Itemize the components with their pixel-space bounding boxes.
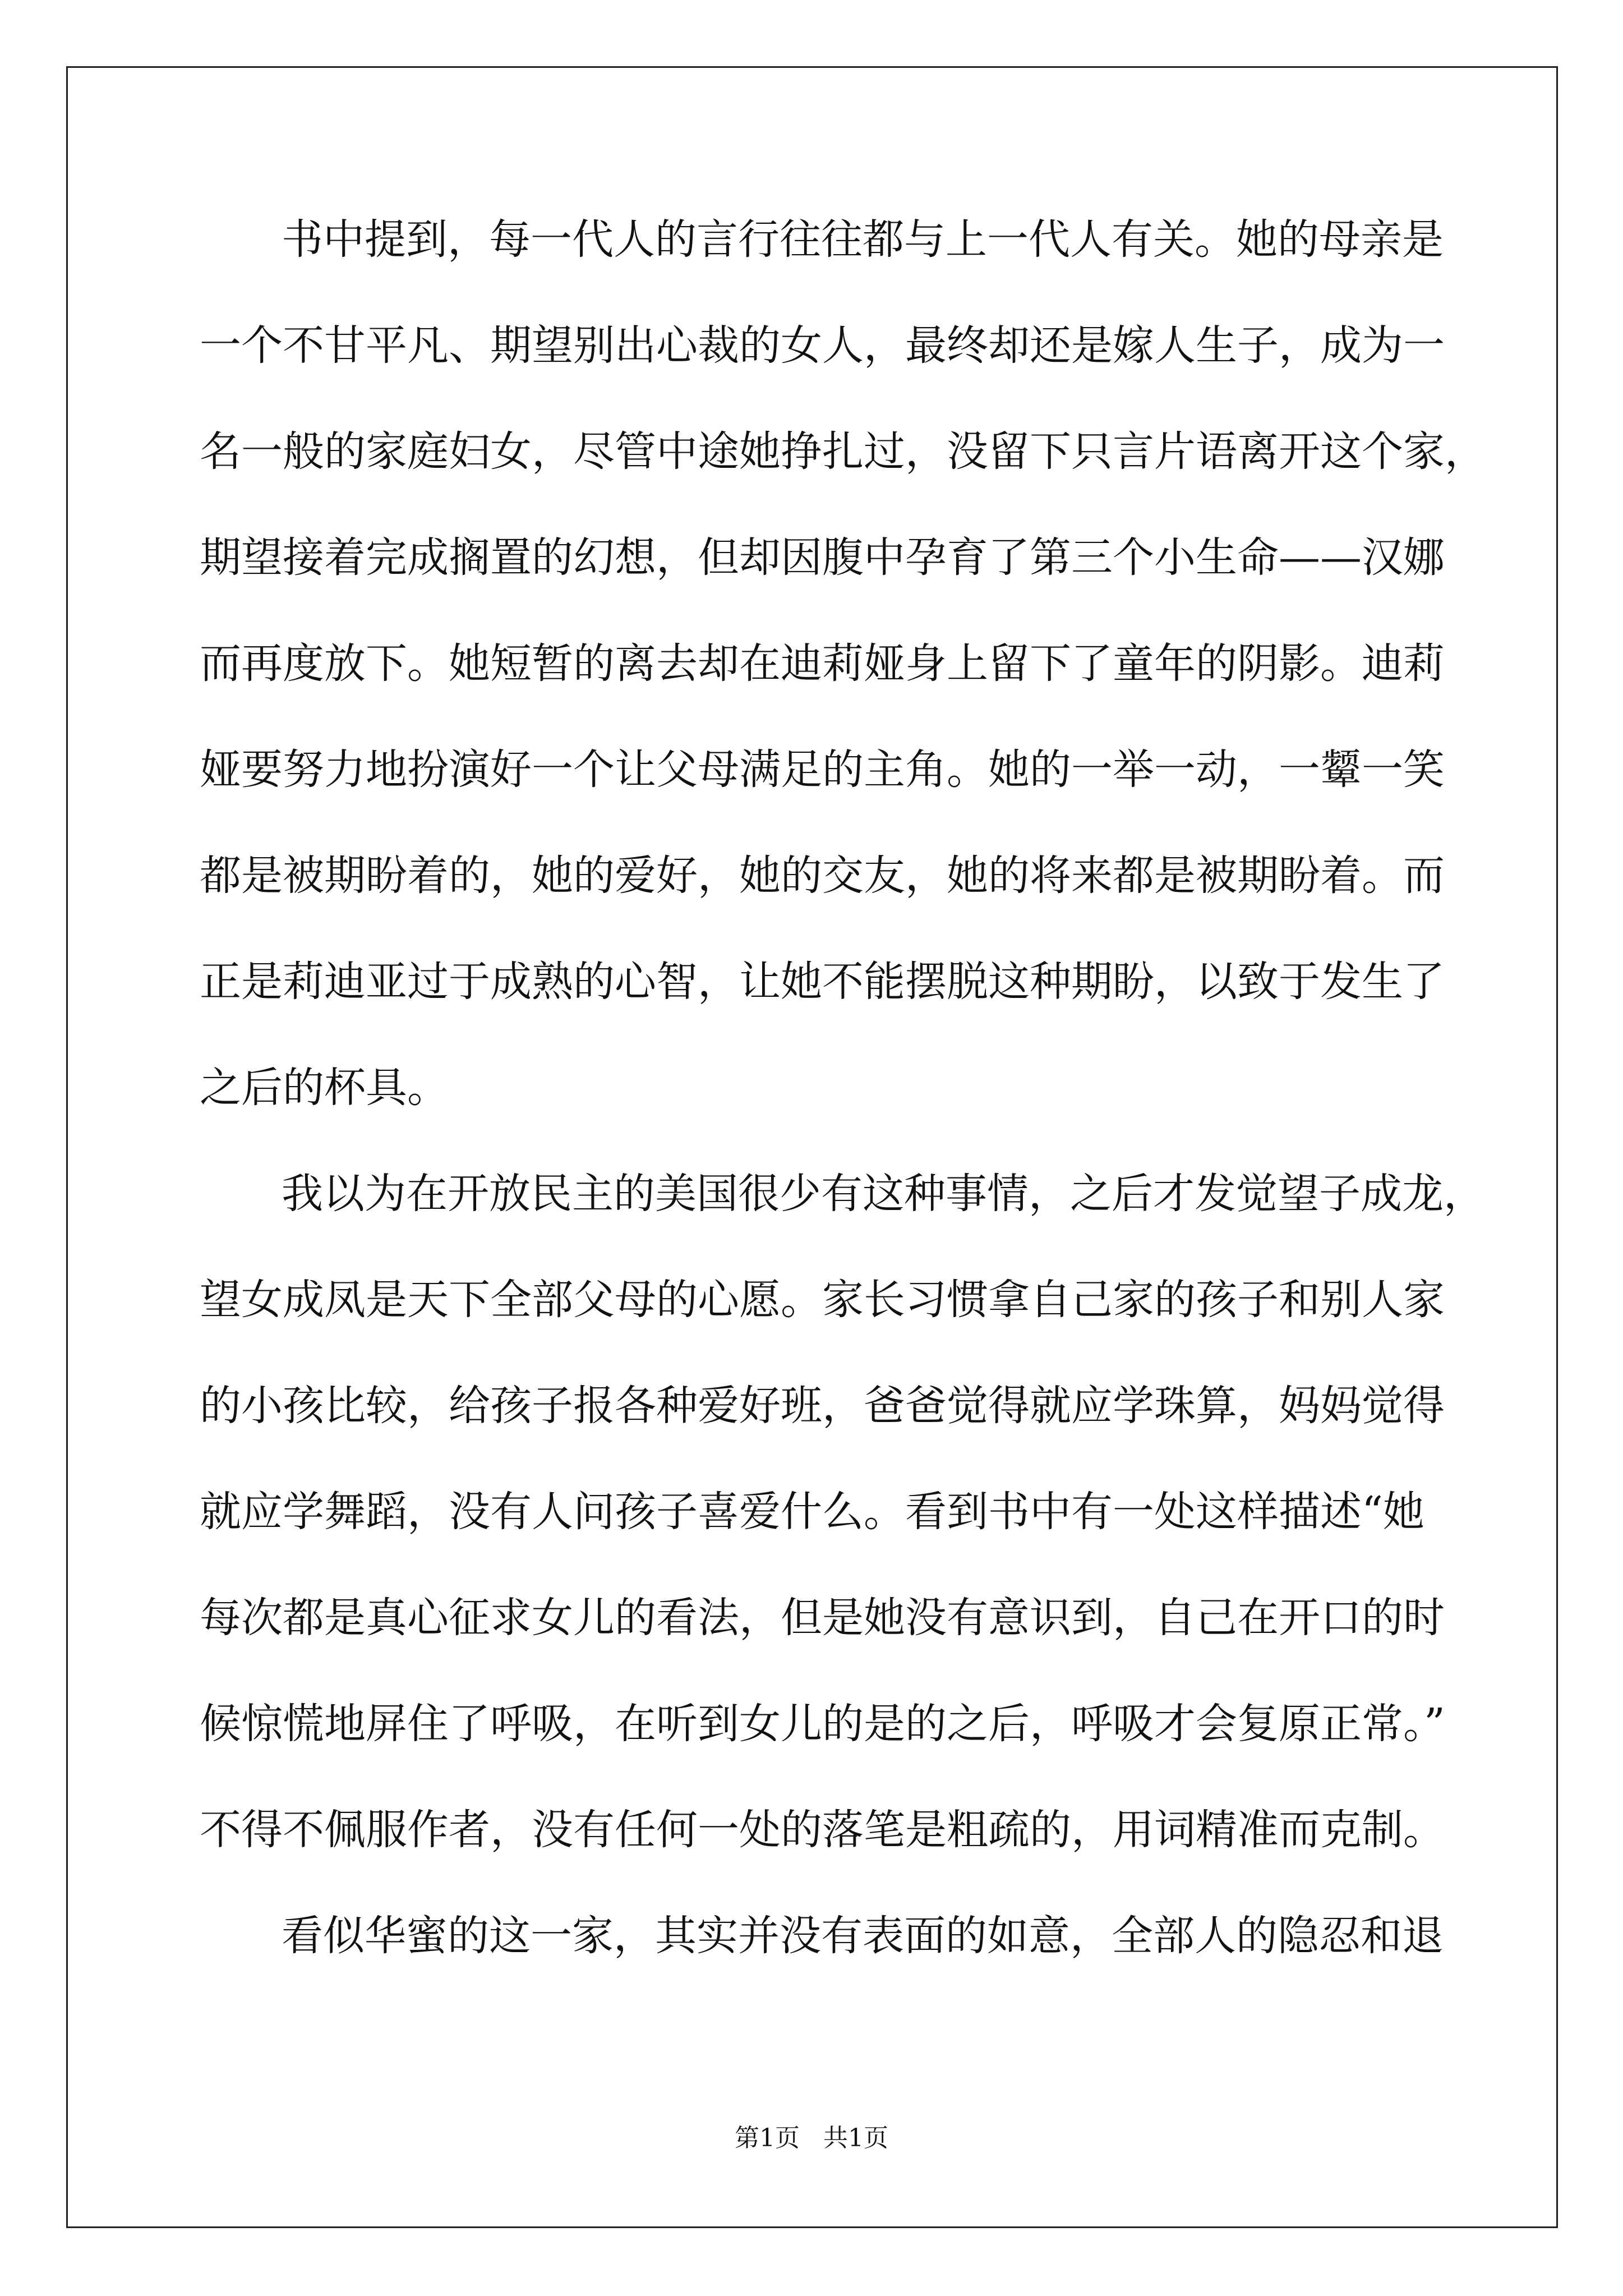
paragraph-2-line-5: 每次都是真心征求女儿的看法，但是她没有意识到，自己在开口的时 <box>200 1594 1445 1642</box>
paragraph-1-line-9: 之后的杯具。 <box>200 1064 449 1112</box>
paragraph-1-line-3: 名一般的家庭妇女，尽管中途她挣扎过，没留下只言片语离开这个家， <box>200 427 1486 476</box>
paragraph-2-line-6: 候惊慌地屏住了呼吸，在听到女儿的是的之后，呼吸才会复原正常。” <box>200 1700 1445 1748</box>
paragraph-1-line-7: 都是被期盼着的，她的爱好，她的交友，她的将来都是被期盼着。而 <box>200 852 1445 900</box>
paragraph-1-line-8: 正是莉迪亚过于成熟的心智，让她不能摆脱这种期盼，以致于发生了 <box>200 958 1445 1006</box>
paragraph-2-line-1: 我以为在开放民主的美国很少有这种事情，之后才发觉望子成龙， <box>282 1170 1485 1218</box>
paragraph-3-line-1: 看似华蜜的这一家，其实并没有表面的如意，全部人的隐忍和退 <box>282 1912 1444 1960</box>
page-number-footer: 第1页 共1页 <box>735 2124 888 2152</box>
paragraph-1-line-4: 期望接着完成搁置的幻想，但却因腹中孕育了第三个小生命——汉娜 <box>200 533 1445 582</box>
paragraph-1-line-2: 一个不甘平凡、期望别出心裁的女人，最终却还是嫁人生子，成为一 <box>200 321 1445 370</box>
document-body <box>200 215 1486 2021</box>
paragraph-2-line-7: 不得不佩服作者，没有任何一处的落笔是粗疏的，用词精准而克制。 <box>200 1806 1445 1854</box>
paragraph-1-line-5: 而再度放下。她短暂的离去却在迪莉娅身上留下了童年的阴影。迪莉 <box>200 639 1445 688</box>
paragraph-2-line-4: 就应学舞蹈，没有人问孩子喜爱什么。看到书中有一处这样描述“她 <box>200 1488 1424 1536</box>
paragraph-1-line-6: 娅要努力地扮演好一个让父母满足的主角。她的一举一动，一颦一笑 <box>200 746 1445 794</box>
paragraph-2-line-3: 的小孩比较，给孩子报各种爱好班，爸爸觉得就应学珠算，妈妈觉得 <box>200 1382 1445 1430</box>
paragraph-1-line-1: 书中提到，每一代人的言行往往都与上一代人有关。她的母亲是 <box>282 215 1444 264</box>
paragraph-2-line-2: 望女成凤是天下全部父母的心愿。家长习惯拿自己家的孩子和别人家 <box>200 1276 1445 1324</box>
